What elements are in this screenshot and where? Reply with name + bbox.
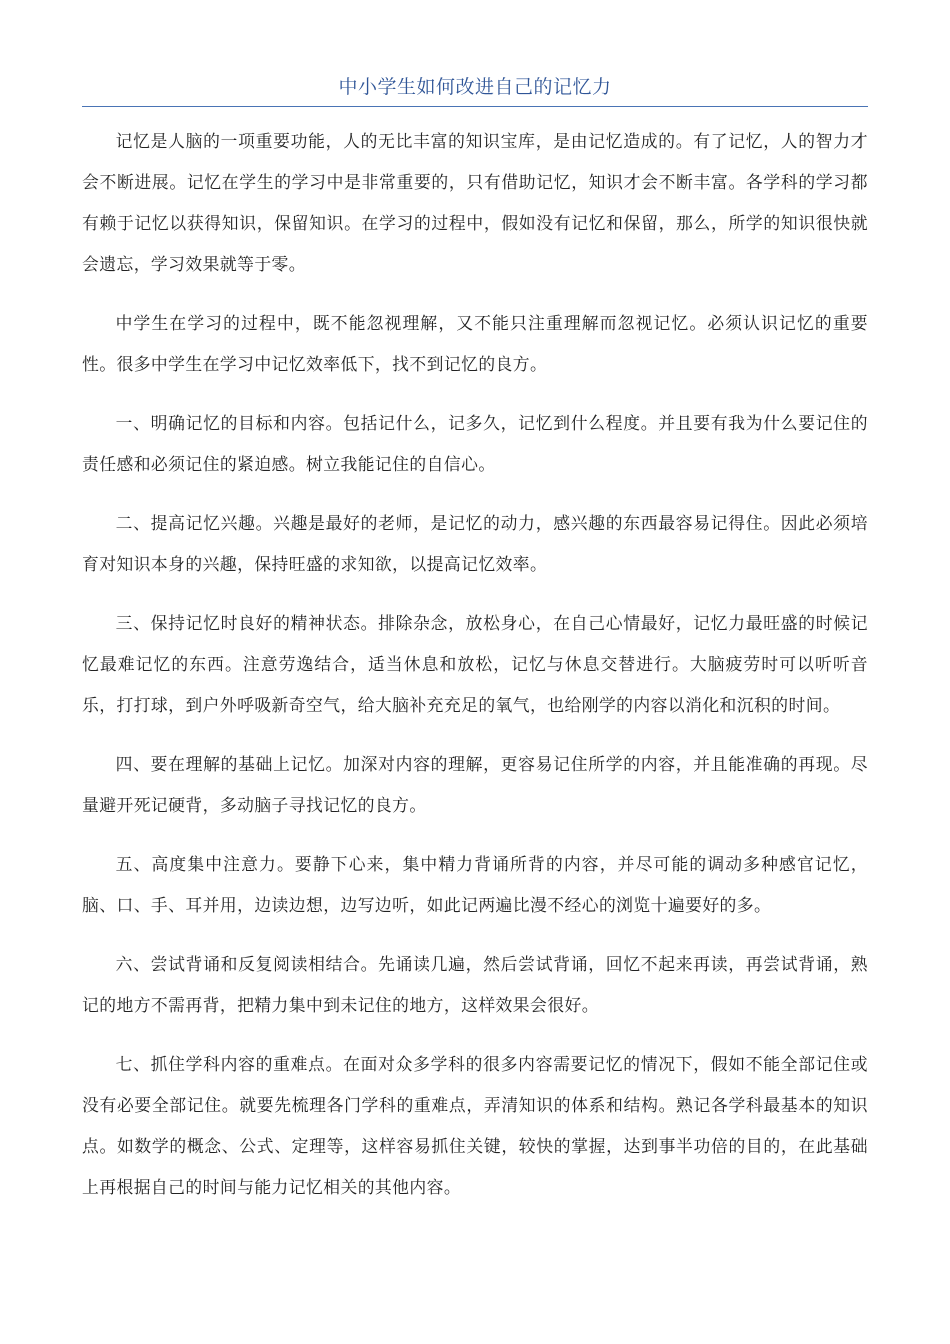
paragraph-point-6: 六、尝试背诵和反复阅读相结合。先诵读几遍，然后尝试背诵，回忆不起来再读，再尝试背诵，熟记的地方不需再背，把精力集中到未记住的地方，这样效果会很好。 <box>82 954 868 1015</box>
paragraph-point-7: 七、抓住学科内容的重难点。在面对众多学科的很多内容需要记忆的情况下，假如不能全部记住或没有必要全部记住。就要先梳理各门学科的重难点，弄清知识的体系和结构。熟记各学科最基本的知识点。如数学的概念、公式、定理等，这样容易抓住关键，较快的掌握，达到事半功倍的目的，在此基础上再根据自己的时间与能力记忆相关的其他内容。 <box>82 1054 868 1197</box>
paragraph-intro: 记忆是人脑的一项重要功能，人的无比丰富的知识宝库，是由记忆造成的。有了记忆，人的智力才会不断进展。记忆在学生的学习中是非常重要的，只有借助记忆，知识才会不断丰富。各学科的学习都有赖于记忆以获得知识，保留知识。在学习的过程中，假如没有记忆和保留，那么，所学的知识很快就会遗忘，学习效果就等于零。 <box>82 131 868 274</box>
document-page <box>82 72 868 1226</box>
paragraph-point-1: 一、明确记忆的目标和内容。包括记什么，记多久，记忆到什么程度。并且要有我为什么要记住的责任感和必须记住的紧迫感。树立我能记住的自信心。 <box>82 413 868 474</box>
paragraph-point-4: 四、要在理解的基础上记忆。加深对内容的理解，更容易记住所学的内容，并且能准确的再现。尽量避开死记硬背，多动脑子寻找记忆的良方。 <box>82 754 868 815</box>
paragraph-point-3: 三、保持记忆时良好的精神状态。排除杂念，放松身心，在自己心情最好，记忆力最旺盛的时候记忆最难记忆的东西。注意劳逸结合，适当休息和放松，记忆与休息交替进行。大脑疲劳时可以听听音乐，打打球，到户外呼吸新奇空气，给大脑补充充足的氧气，也给刚学的内容以消化和沉积的时间。 <box>82 613 868 715</box>
paragraph-importance: 中学生在学习的过程中，既不能忽视理解，又不能只注重理解而忽视记忆。必须认识记忆的重要性。很多中学生在学习中记忆效率低下，找不到记忆的良方。 <box>82 313 868 374</box>
document-title: 中小学生如何改进自己的记忆力 <box>82 72 868 107</box>
paragraph-point-2: 二、提高记忆兴趣。兴趣是最好的老师，是记忆的动力，感兴趣的东西最容易记得住。因此必须培育对知识本身的兴趣，保持旺盛的求知欲，以提高记忆效率。 <box>82 513 868 574</box>
document-body <box>82 121 868 1208</box>
paragraph-point-5: 五、高度集中注意力。要静下心来，集中精力背诵所背的内容，并尽可能的调动多种感官记忆，脑、口、手、耳并用，边读边想，边写边听，如此记两遍比漫不经心的浏览十遍要好的多。 <box>82 854 868 915</box>
